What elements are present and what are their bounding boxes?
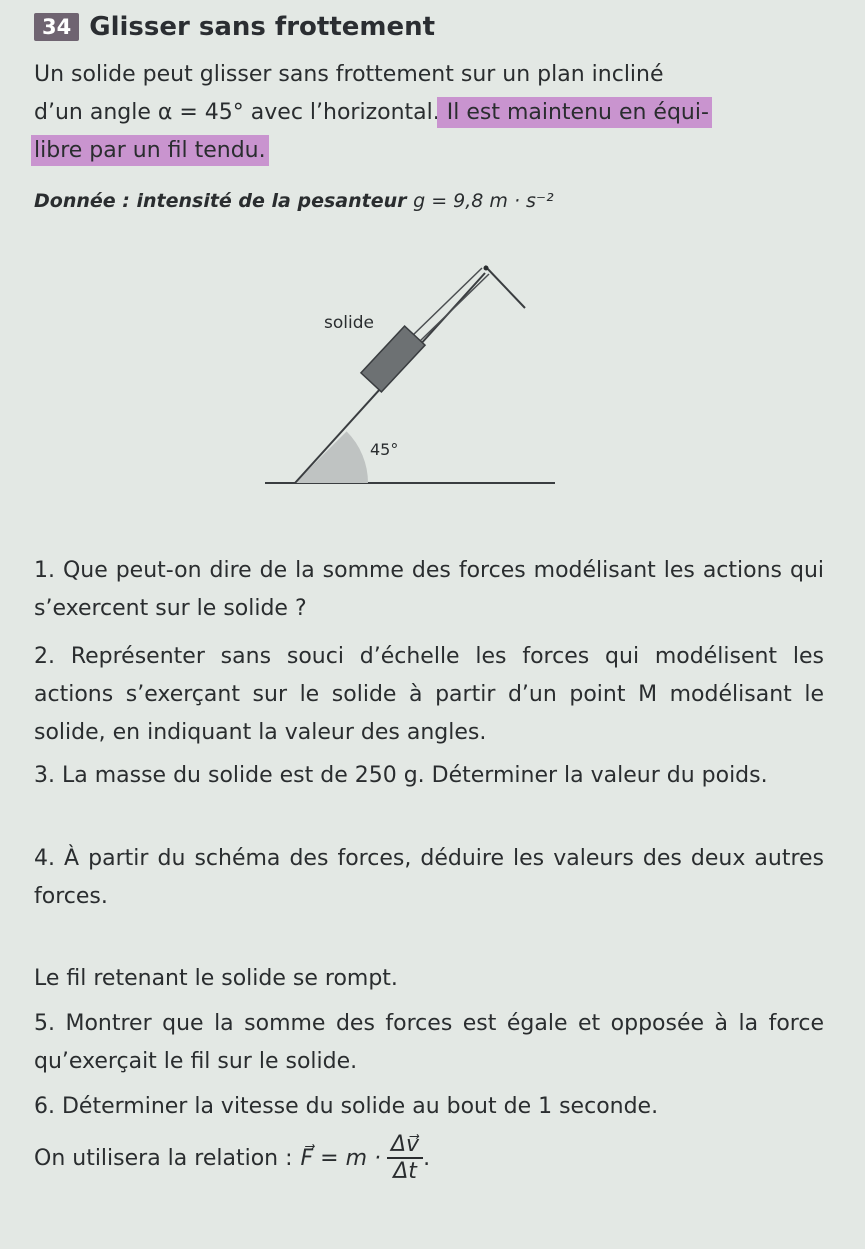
formula-fraction [387, 1132, 423, 1184]
solid-label: solide [324, 313, 374, 333]
wall-line [485, 266, 525, 308]
exercise-number-badge: 34 [34, 13, 79, 41]
question-5: 5. Montrer que la somme des forces est égale et opposée à la force qu’exerçait le fil sur le solide. [34, 1011, 824, 1074]
highlighted-text-1: Il est maintenu en équi- [439, 100, 709, 125]
inclined-plane-figure [240, 228, 590, 498]
angle-label: 45° [370, 440, 399, 459]
highlighted-text-2: libre par un fil tendu. [34, 138, 266, 163]
string-line-1 [412, 268, 482, 336]
question-4: 4. À partir du schéma des forces, déduire les valeurs des deux autres forces. [34, 846, 824, 909]
attachment-point [484, 266, 489, 271]
formula-intro: On utilisera la relation : [34, 1145, 293, 1171]
intro-line-1: Un solide peut glisser sans frottement sur un plan incliné [34, 62, 664, 87]
given-label: Donnée : intensité de la pesanteur [34, 190, 407, 212]
formula-lhs: F⃗ = m · [300, 1145, 381, 1171]
formula-numerator: Δv⃗ [387, 1132, 423, 1159]
formula-end: . [423, 1145, 431, 1171]
rope-break-statement: Le fil retenant le solide se rompt. [34, 966, 398, 991]
string-line-2 [419, 274, 489, 342]
formula-denominator: Δt [393, 1159, 417, 1184]
intro-paragraph [34, 56, 834, 170]
intro-line-2-start: d’un angle α = 45° avec l’horizontal. [34, 100, 440, 125]
question-3: 3. La masse du solide est de 250 g. Déterminer la valeur du poids. [34, 763, 768, 788]
given-data [34, 190, 554, 212]
exercise-header [34, 10, 435, 44]
solid-block [361, 326, 425, 392]
intro-line-3 [34, 132, 834, 170]
relation-formula [34, 1132, 430, 1184]
question-6: 6. Déterminer la vitesse du solide au bout de 1 seconde. [34, 1094, 659, 1119]
intro-line-2 [34, 94, 834, 132]
question-1: 1. Que peut-on dire de la somme des forces modélisant les actions qui s’exercent sur le solide ? [34, 558, 824, 621]
question-2: 2. Représenter sans souci d’échelle les forces qui modélisent les actions s’exerçant sur le solide à partir d’un point M modélisant le solide, en indiquant la valeur des angles. [34, 644, 824, 745]
given-value: g = 9,8 m · s⁻² [413, 190, 554, 212]
exercise-title: Glisser sans frottement [89, 12, 436, 42]
angle-wedge [295, 431, 368, 483]
